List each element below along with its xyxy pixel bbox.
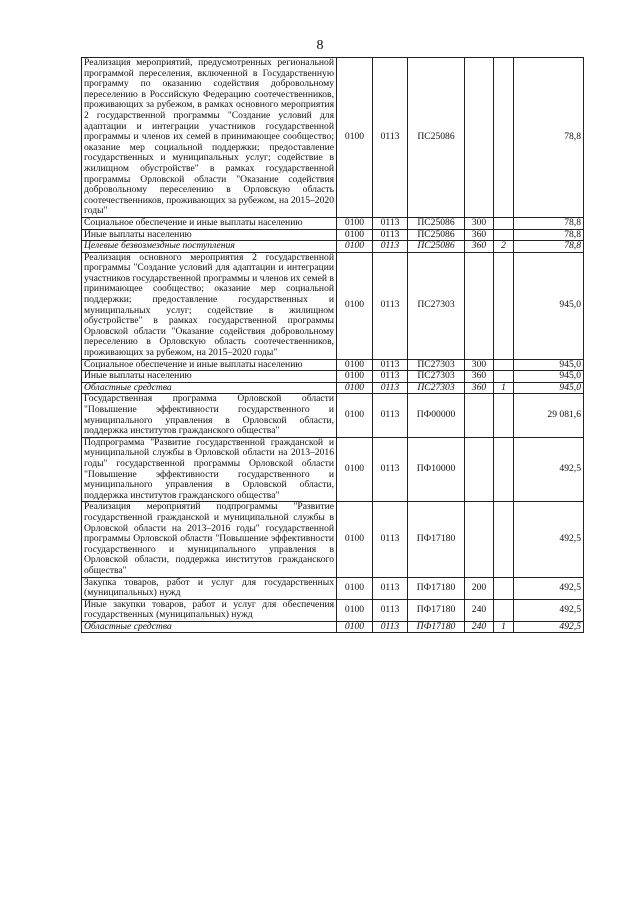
table-row bbox=[82, 621, 584, 633]
section-code-cell: 0100 bbox=[337, 241, 373, 253]
funding-source-cell bbox=[494, 599, 514, 621]
funding-source-cell bbox=[494, 394, 514, 437]
section-code-cell: 0100 bbox=[337, 599, 373, 621]
table-row bbox=[82, 217, 584, 229]
section-code-cell: 0100 bbox=[337, 371, 373, 383]
table-row bbox=[82, 437, 584, 502]
amount-cell: 945,0 bbox=[514, 382, 584, 394]
row-name-cell: Закупка товаров, работ и услуг для государственных (муниципальных) нужд bbox=[82, 577, 337, 599]
expense-type-cell bbox=[465, 58, 494, 218]
funding-source-cell: 1 bbox=[494, 621, 514, 633]
target-article-cell: ПС25086 bbox=[408, 217, 465, 229]
table-row bbox=[82, 382, 584, 394]
table-row bbox=[82, 394, 584, 437]
funding-source-cell bbox=[494, 437, 514, 502]
amount-cell: 78,8 bbox=[514, 229, 584, 241]
expense-type-cell: 360 bbox=[465, 371, 494, 383]
table-row bbox=[82, 502, 584, 577]
funding-source-cell bbox=[494, 577, 514, 599]
table-row bbox=[82, 252, 584, 359]
subsection-code-cell: 0113 bbox=[373, 359, 408, 371]
table-row bbox=[82, 58, 584, 218]
row-name-cell: Областные средства bbox=[82, 621, 337, 633]
funding-source-cell bbox=[494, 359, 514, 371]
budget-table bbox=[81, 57, 584, 633]
expense-type-cell: 240 bbox=[465, 599, 494, 621]
amount-cell: 78,8 bbox=[514, 217, 584, 229]
amount-cell: 492,5 bbox=[514, 437, 584, 502]
target-article-cell: ПФ17180 bbox=[408, 577, 465, 599]
table-body bbox=[82, 58, 584, 633]
row-name-cell: Целевые безвозмездные поступления bbox=[82, 241, 337, 253]
target-article-cell: ПФ17180 bbox=[408, 599, 465, 621]
subsection-code-cell: 0113 bbox=[373, 241, 408, 253]
row-name-cell: Социальное обеспечение и иные выплаты населению bbox=[82, 217, 337, 229]
expense-type-cell: 240 bbox=[465, 621, 494, 633]
table-row bbox=[82, 229, 584, 241]
expense-type-cell: 360 bbox=[465, 382, 494, 394]
table-row bbox=[82, 241, 584, 253]
section-code-cell: 0100 bbox=[337, 502, 373, 577]
expense-type-cell bbox=[465, 394, 494, 437]
subsection-code-cell: 0113 bbox=[373, 217, 408, 229]
expense-type-cell: 300 bbox=[465, 217, 494, 229]
table-row bbox=[82, 359, 584, 371]
amount-cell: 945,0 bbox=[514, 371, 584, 383]
target-article-cell: ПФ17180 bbox=[408, 621, 465, 633]
target-article-cell: ПС27303 bbox=[408, 382, 465, 394]
row-name-cell: Подпрограмма "Развитие государственной гражданской и муниципальной службы в Орловской области на 2013–2016 годы" государственной программы Орловской области "Повышение эффективности государственного и муниципального управления в Орловской области, поддержка институтов гражданского общества" bbox=[82, 437, 337, 502]
target-article-cell: ПС25086 bbox=[408, 241, 465, 253]
amount-cell: 29 081,6 bbox=[514, 394, 584, 437]
subsection-code-cell: 0113 bbox=[373, 599, 408, 621]
section-code-cell: 0100 bbox=[337, 394, 373, 437]
row-name-cell: Иные выплаты населению bbox=[82, 371, 337, 383]
target-article-cell: ПС27303 bbox=[408, 252, 465, 359]
subsection-code-cell: 0113 bbox=[373, 58, 408, 218]
table-row bbox=[82, 577, 584, 599]
target-article-cell: ПС27303 bbox=[408, 359, 465, 371]
expense-type-cell: 300 bbox=[465, 359, 494, 371]
section-code-cell: 0100 bbox=[337, 621, 373, 633]
amount-cell: 492,5 bbox=[514, 502, 584, 577]
target-article-cell: ПС25086 bbox=[408, 229, 465, 241]
funding-source-cell: 1 bbox=[494, 382, 514, 394]
amount-cell: 945,0 bbox=[514, 252, 584, 359]
target-article-cell: ПС25086 bbox=[408, 58, 465, 218]
row-name-cell: Социальное обеспечение и иные выплаты населению bbox=[82, 359, 337, 371]
row-name-cell: Областные средства bbox=[82, 382, 337, 394]
expense-type-cell: 360 bbox=[465, 229, 494, 241]
target-article-cell: ПФ17180 bbox=[408, 502, 465, 577]
row-name-cell: Реализация мероприятий подпрограммы "Развитие государственной гражданской и муниципальной службы в Орловской области на 2013–2016 годы" государственной программы Орловской области "Повышение эффективности государственного и муниципального управления в Орловской области, поддержка институтов гражданского общества" bbox=[82, 502, 337, 577]
section-code-cell: 0100 bbox=[337, 382, 373, 394]
amount-cell: 492,5 bbox=[514, 621, 584, 633]
subsection-code-cell: 0113 bbox=[373, 577, 408, 599]
subsection-code-cell: 0113 bbox=[373, 382, 408, 394]
subsection-code-cell: 0113 bbox=[373, 371, 408, 383]
target-article-cell: ПФ10000 bbox=[408, 437, 465, 502]
target-article-cell: ПФ00000 bbox=[408, 394, 465, 437]
section-code-cell: 0100 bbox=[337, 58, 373, 218]
table-row bbox=[82, 599, 584, 621]
expense-type-cell bbox=[465, 252, 494, 359]
funding-source-cell bbox=[494, 502, 514, 577]
amount-cell: 78,8 bbox=[514, 58, 584, 218]
section-code-cell: 0100 bbox=[337, 577, 373, 599]
subsection-code-cell: 0113 bbox=[373, 229, 408, 241]
target-article-cell: ПС27303 bbox=[408, 371, 465, 383]
subsection-code-cell: 0113 bbox=[373, 394, 408, 437]
row-name-cell: Государственная программа Орловской области "Повышение эффективности государственного и муниципального управления в Орловской области, поддержка институтов гражданского общества" bbox=[82, 394, 337, 437]
funding-source-cell bbox=[494, 371, 514, 383]
expense-type-cell: 360 bbox=[465, 241, 494, 253]
row-name-cell: Иные выплаты населению bbox=[82, 229, 337, 241]
expense-type-cell bbox=[465, 502, 494, 577]
amount-cell: 492,5 bbox=[514, 599, 584, 621]
amount-cell: 492,5 bbox=[514, 577, 584, 599]
section-code-cell: 0100 bbox=[337, 252, 373, 359]
page-number: 8 bbox=[316, 38, 324, 53]
section-code-cell: 0100 bbox=[337, 217, 373, 229]
row-name-cell: Реализация основного мероприятия 2 государственной программы "Создание условий для адаптации и интеграции участников государственной программы и членов их семей в принимающее сообщество; оказание мер социальной поддержки; предоставление государственных и муниципальных услуг; содействие в жилищном обустройстве" в рамках государственной программы Орловской области "Оказание содействия добровольному переселению в Орловскую область соотечественников, проживающих за рубежом, на 2015–2020 годы" bbox=[82, 252, 337, 359]
funding-source-cell bbox=[494, 229, 514, 241]
subsection-code-cell: 0113 bbox=[373, 502, 408, 577]
expense-type-cell bbox=[465, 437, 494, 502]
row-name-cell: Реализация мероприятий, предусмотренных региональной программой переселения, включенной в Государственную программу по оказанию содействия добровольному переселению в Российскую Федерацию соотечественников, проживающих за рубежом, в рамках основного мероприятия 2 государственной программы "Создание условий для адаптации и интеграции участников государственной программы и членов их семей в принимающее сообщество; оказание мер социальной поддержки; предоставление государственных и муниципальных услуг; содействие в жилищном обустройстве" в рамках государственной программы Орловской области "Оказание содействия добровольному переселению в Орловскую область соотечественников, проживающих за рубежом, на 2015–2020 годы" bbox=[82, 58, 337, 218]
funding-source-cell: 2 bbox=[494, 241, 514, 253]
funding-source-cell bbox=[494, 252, 514, 359]
amount-cell: 78,8 bbox=[514, 241, 584, 253]
amount-cell: 945,0 bbox=[514, 359, 584, 371]
subsection-code-cell: 0113 bbox=[373, 621, 408, 633]
row-name-cell: Иные закупки товаров, работ и услуг для обеспечения государственных (муниципальных) нужд bbox=[82, 599, 337, 621]
subsection-code-cell: 0113 bbox=[373, 252, 408, 359]
section-code-cell: 0100 bbox=[337, 229, 373, 241]
section-code-cell: 0100 bbox=[337, 437, 373, 502]
funding-source-cell bbox=[494, 58, 514, 218]
section-code-cell: 0100 bbox=[337, 359, 373, 371]
funding-source-cell bbox=[494, 217, 514, 229]
table-row bbox=[82, 371, 584, 383]
subsection-code-cell: 0113 bbox=[373, 437, 408, 502]
expense-type-cell: 200 bbox=[465, 577, 494, 599]
